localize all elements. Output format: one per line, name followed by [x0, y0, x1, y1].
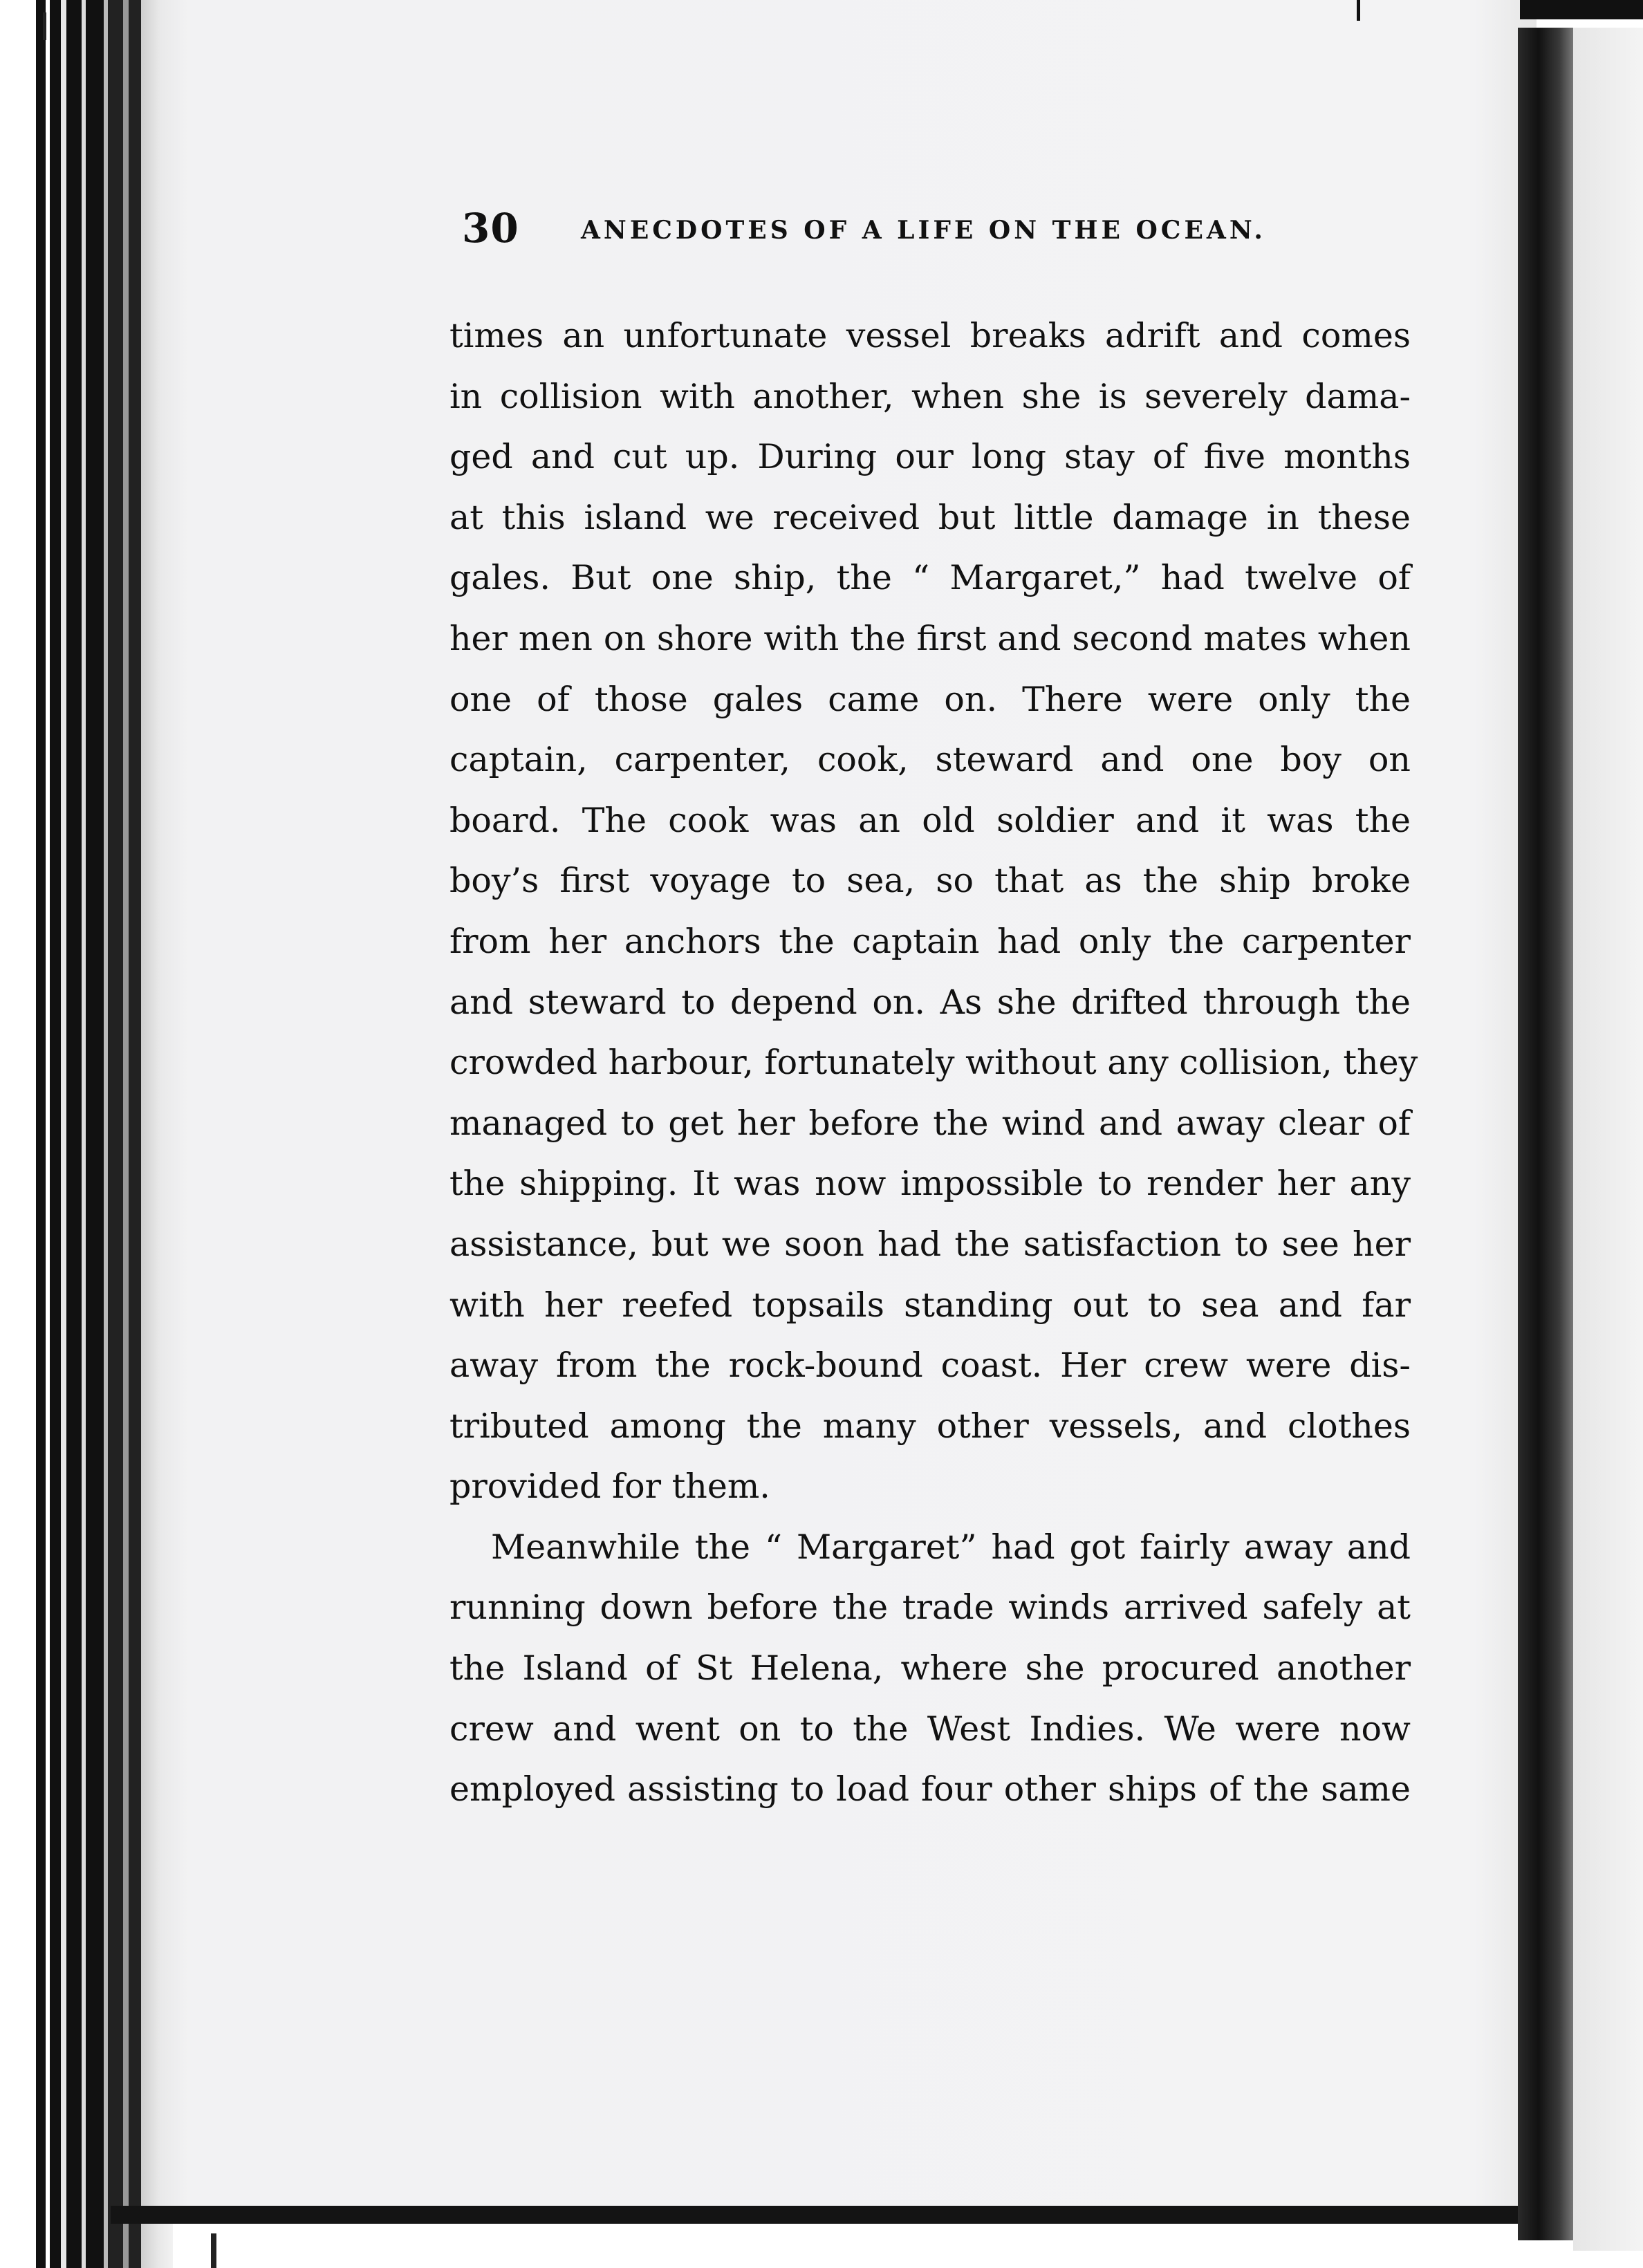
text-line: in collision with another, when she is severely dama-: [449, 376, 1411, 416]
text-line: the Island of St Helena, where she procured another: [449, 1648, 1411, 1689]
text-line: crew and went on to the West Indies. We were now: [449, 1709, 1411, 1749]
paragraph: [449, 1517, 1418, 1820]
text-line: and steward to depend on. As she drifted through the: [449, 982, 1411, 1022]
text-line: provided for them.: [449, 1467, 770, 1507]
body-text: [449, 306, 1418, 1820]
text-line: running down before the trade winds arrived safely at: [449, 1588, 1411, 1628]
text-line: at this island we received but little damage in these: [449, 497, 1411, 537]
text-line: from her anchors the captain had only the carpenter: [449, 921, 1411, 961]
text-line: with her reefed topsails standing out to sea and far: [449, 1285, 1411, 1325]
text-line: tributed among the many other vessels, and clothes: [449, 1406, 1411, 1446]
book-binding-edge: [0, 0, 173, 2268]
text-line: away from the rock-bound coast. Her crew were dis-: [449, 1346, 1411, 1386]
text-line: captain, carpenter, cook, steward and one boy on: [449, 740, 1411, 780]
text-line: her men on shore with the first and second mates when: [449, 618, 1411, 658]
scan-artifact: [1357, 0, 1360, 21]
text-line: assistance, but we soon had the satisfaction to see her: [449, 1224, 1411, 1264]
text-line: times an unfortunate vessel breaks adrift and comes: [449, 316, 1411, 355]
text-line: Meanwhile the “ Margaret” had got fairly away and: [491, 1527, 1411, 1567]
text-line: board. The cook was an old soldier and it was the: [449, 800, 1411, 840]
facing-page-edge: [1573, 28, 1643, 2251]
scan-artifact: [1520, 0, 1643, 19]
text-line: boy’s first voyage to sea, so that as the ship broke: [449, 861, 1411, 901]
text-line: crowded harbour, fortunately without any collision, they: [449, 1043, 1418, 1083]
facing-page-gutter: [1518, 28, 1573, 2240]
text-line: gales. But one ship, the “ Margaret,” had twelve of: [449, 558, 1411, 598]
text-line: ged and cut up. During our long stay of five months: [449, 437, 1411, 477]
text-line: one of those gales came on. There were only the: [449, 679, 1411, 719]
text-line: managed to get her before the wind and away clear of: [449, 1103, 1411, 1143]
text-line: the shipping. It was now impossible to render her any: [449, 1164, 1411, 1204]
running-head: ANECDOTES OF A LIFE ON THE OCEAN.: [581, 216, 1266, 245]
scan-artifact: [43, 12, 46, 40]
page-header: [462, 205, 1292, 260]
scan-artifact: [211, 2233, 216, 2268]
page-number: 30: [462, 205, 519, 252]
page-bottom-shadow: [111, 2206, 1535, 2224]
text-line: employed assisting to load four other ships of the same: [449, 1769, 1411, 1810]
paragraph: [449, 306, 1418, 1517]
